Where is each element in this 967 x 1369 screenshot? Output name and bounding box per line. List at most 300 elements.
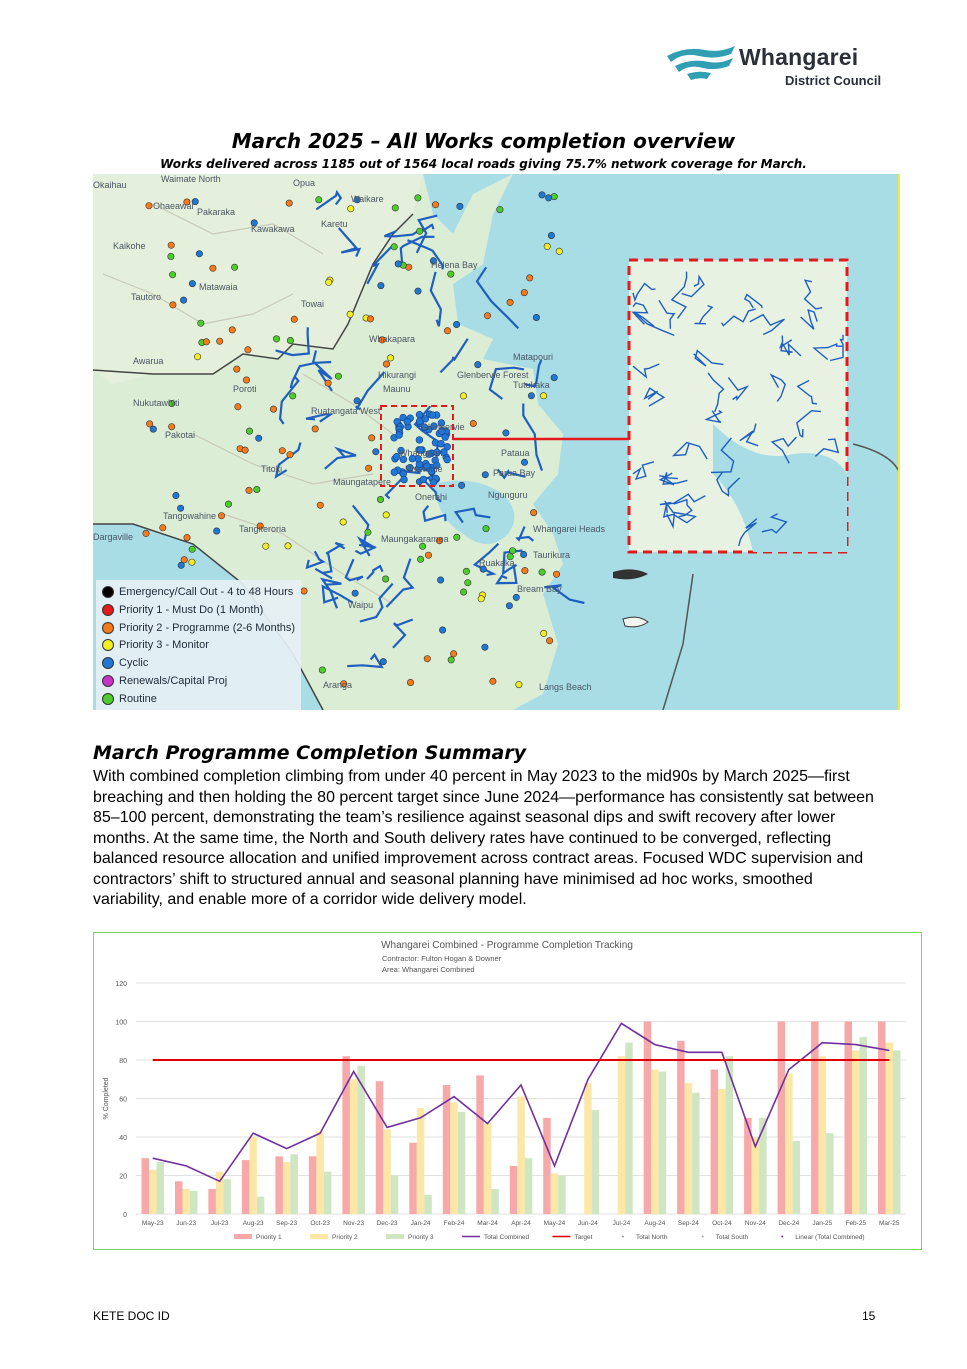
bar-priority-2 [283,1162,291,1214]
map-work-dot [478,596,484,602]
legend-item [102,602,263,618]
map-work-dot [312,426,318,432]
map-work-dot [287,337,293,343]
bar-priority-3 [525,1158,533,1214]
x-tick-label: Aug-23 [242,1220,264,1227]
bar-priority-1 [677,1041,685,1214]
map-place-label: Tautoro [131,292,162,302]
map-work-dot [242,447,248,453]
map-work-dot [198,320,204,326]
bar-priority-3 [190,1191,198,1214]
map-place-label: Helena Bay [431,260,478,270]
map-work-dot [214,528,220,534]
map-work-dot [415,195,421,201]
map-place-label: Okaihau [93,180,127,190]
map-work-dot [273,336,279,342]
map-work-dot [520,551,526,557]
legend-label: Priority 2 - Programme (2-6 Months) [119,621,296,634]
map-work-dot [546,638,552,644]
x-tick-label: Jun-24 [578,1220,598,1227]
map-work-dot [490,678,496,684]
map-work-dot [545,195,551,201]
legend-label: Routine [119,692,157,705]
map-work-dot [513,594,519,600]
map-work-dot [168,242,174,248]
bar-priority-1 [443,1085,451,1214]
bar-priority-2 [718,1089,726,1214]
map-work-dot [382,576,388,582]
map-legend [96,580,301,710]
map-work-dot [533,314,539,320]
bar-priority-3 [592,1110,600,1214]
map-work-dot [392,205,398,211]
summary-body: With combined completion climbing from under 40 percent in May 2023 to the mid90s by March 2025—first breaching and then holding the 80 percent target since June 2024—performance has consistently sat between 85–100 percent, demonstrating the team’s resilience against seasonal dips and swift recovery after lower months. At the same time, the North and South delivery rates have continued to be converged, reflecting balanced resource allocation and unified improvement across contract areas. Focused WDC supervision and contractors’ shift to structured annual and seasonal planning have minimised ad hoc works, smoothed variability, and enable more of a corridor wide delivery model. [93,768,874,908]
footer-doc-id: KETE DOC ID [93,1309,170,1323]
map-work-dot [417,556,423,562]
map-place-label: Titoki [261,464,283,474]
x-tick-label: Apr-24 [511,1220,531,1227]
map-work-dot [173,492,179,498]
map-work-dot [444,328,450,334]
chart-legend-swatch [234,1234,252,1239]
map-work-dot [210,265,216,271]
map-work-dot [254,486,260,492]
chart-legend-label: Priority 2 [332,1234,358,1241]
map-place-label: Ngunguru [488,490,528,500]
page-title: March 2025 – All Works completion overview [231,129,736,153]
map-work-dot [420,476,427,483]
map-work-dot [189,546,195,552]
bar-priority-3 [424,1195,432,1214]
map-work-dot [444,456,451,463]
map-work-dot [168,253,174,259]
council-logo [665,40,885,92]
legend-item [102,691,157,707]
bar-priority-2 [852,1050,860,1214]
bar-priority-2 [785,1074,793,1215]
map-work-dot [521,459,527,465]
bar-priority-3 [491,1189,499,1214]
bar-priority-1 [510,1166,518,1214]
map-work-dot [401,476,408,483]
map-work-dot [425,552,431,558]
map-place-label: Waipu [348,600,374,610]
map-work-dot [347,311,353,317]
map-work-dot [316,197,322,203]
legend-item [102,620,295,636]
map-work-dot [450,651,456,657]
chart-legend-item [310,1234,358,1241]
chart-legend-swatch [386,1234,404,1239]
map-place-label: Glenbervie [421,422,465,432]
map-work-dot [146,203,152,209]
bar-priority-1 [409,1143,417,1214]
bar-priority-1 [175,1181,183,1214]
map-work-dot [497,206,503,212]
chart-legend-label: Total South [715,1234,749,1241]
map-work-dot [378,282,384,288]
map-work-dot [256,435,262,441]
map-work-dot [383,512,389,518]
map-work-dot [507,299,513,305]
bar-priority-1 [309,1156,317,1214]
map-place-label: Ohaeawai [153,201,194,211]
map-work-dot [373,449,379,455]
x-tick-label: Feb-25 [845,1220,867,1227]
bar-priority-1 [208,1189,216,1214]
map-work-dot [287,452,293,458]
chart-legend-swatch [781,1236,783,1238]
map-place-label: Pakaraka [197,207,236,217]
bar-priority-3 [458,1112,466,1214]
completion-chart [93,932,922,1250]
map-work-dot [143,530,149,536]
chart-legend-item [552,1234,592,1241]
map-place-label: Dargaville [93,532,134,542]
map-place-label: Waimate North [161,174,221,184]
logo-subtitle: District Council [785,73,882,88]
x-tick-label: Jul-24 [612,1220,631,1227]
map-work-dot [235,404,241,410]
map-place-label: Kawakawa [251,224,295,234]
map-work-dot [169,272,175,278]
chart-legend-swatch [702,1236,704,1238]
map-place-label: Nukutawhiti [133,398,180,408]
map-place-label: Matawaia [199,282,238,292]
legend-dot-icon [102,586,114,598]
bar-priority-3 [558,1176,566,1215]
map-place-label: Ruakaka [479,558,515,568]
bar-priority-1 [644,1022,652,1215]
chart-legend-item [386,1234,434,1241]
map-place-label: Glenbervie Forest [457,370,529,380]
map-work-dot [509,548,515,554]
map-work-dot [369,435,375,441]
legend-label: Priority 1 - Must Do (1 Month) [119,603,264,616]
map-place-label: Tutukaka [513,380,550,390]
y-tick-label: 80 [119,1058,127,1065]
bar-priority-3 [759,1118,767,1214]
bar-priority-2 [651,1070,659,1214]
chart-legend-label: Target [574,1234,593,1241]
bar-priority-2 [819,1056,827,1214]
map-place-label: Parua Bay [493,468,536,478]
chart-legend-swatch [622,1236,624,1238]
x-tick-label: Jan-24 [410,1220,431,1227]
map-work-dot [203,339,209,345]
map-work-dot [196,251,202,257]
bar-priority-2 [249,1137,257,1214]
x-tick-label: Sep-23 [276,1220,298,1227]
legend-item [102,655,148,671]
map-work-dot [541,630,547,636]
map-place-label: Tangiteroria [239,524,287,534]
y-tick-label: 60 [119,1096,127,1104]
bar-priority-1 [275,1156,283,1214]
x-tick-label: May-23 [141,1220,164,1227]
map-work-dot [429,412,436,419]
map-work-dot [263,543,269,549]
map-work-dot [484,313,490,319]
legend-label: Priority 3 - Monitor [119,639,209,652]
y-tick-label: 100 [115,1019,127,1027]
map-place-label: Poroti [233,384,257,394]
map-work-dot [503,430,509,436]
map-place-label: Karetu [321,219,348,229]
map-work-dot [285,543,291,549]
map-work-dot [417,228,423,234]
map-work-dot [246,487,252,493]
x-tick-label: Oct-23 [310,1220,330,1227]
bar-priority-2 [517,1097,525,1214]
chart-legend-item [781,1234,864,1241]
bar-priority-2 [149,1170,157,1214]
map-work-dot [544,243,550,249]
map-work-dot [416,411,423,418]
map-work-dot [482,472,488,478]
map-work-dot [365,529,371,535]
chart-title: Whangarei Combined - Programme Completion Tracking [381,940,633,951]
map-work-dot [270,406,276,412]
map-work-dot [365,465,371,471]
bar-priority-3 [860,1037,868,1214]
bar-priority-3 [391,1176,399,1215]
map-work-dot [556,248,562,254]
bar-priority-2 [752,1137,760,1214]
map-work-dot [522,567,528,573]
map-work-dot [465,580,471,586]
map-place-label: Hikurangi [378,370,417,380]
bar-priority-2 [417,1108,425,1214]
bar-priority-2 [584,1083,592,1214]
page-subtitle: Works delivered across 1185 out of 1564 local roads giving 75.7% network coverage for March. [160,157,807,171]
page-number: 15 [862,1309,876,1323]
map-work-dot [354,398,360,404]
x-tick-label: Jun-23 [176,1220,197,1227]
map-work-dot [439,627,445,633]
map-road-segment [477,267,518,328]
map-work-dot [160,525,166,531]
chart-legend-label: Priority 1 [256,1234,282,1241]
map-work-dot [553,571,559,577]
map-work-dot [286,200,292,206]
legend-item [102,584,293,600]
map-work-dot [416,437,423,444]
bar-priority-3 [625,1043,633,1214]
chart-legend-item [462,1234,530,1241]
map-work-dot [325,380,331,386]
bar-priority-3 [826,1133,834,1214]
map-place-label: Opua [293,178,316,188]
bar-priority-1 [878,1022,886,1215]
map-place-label: Whakapara [369,334,416,344]
map-work-dot [225,501,231,507]
bar-priority-3 [692,1093,700,1214]
bar-priority-3 [659,1072,667,1215]
map-work-dot [218,513,224,519]
map-work-dot [340,519,346,525]
bar-priority-1 [476,1075,484,1214]
legend-dot-icon [102,693,114,705]
map-work-dot [217,338,223,344]
map-place-label: Riverside [405,464,443,474]
map-work-dot [551,374,557,380]
map-place-label: Awarua [133,356,164,366]
map-work-dot [395,261,401,267]
chart-legend-item [234,1234,282,1241]
bar-priority-1 [778,1022,786,1215]
map-work-dot [367,316,373,322]
legend-dot-icon [102,604,114,616]
map-work-dot [482,644,488,650]
wave-logo-icon [665,42,737,82]
x-tick-label: Mar-24 [477,1220,498,1227]
map-work-dot [301,588,307,594]
x-tick-label: Jan-25 [812,1220,833,1227]
bar-priority-2 [685,1083,693,1214]
legend-dot-icon [102,639,114,651]
map-work-dot [170,302,176,308]
summary-heading: March Programme Completion Summary [93,742,527,764]
y-tick-label: 20 [119,1173,127,1181]
bar-priority-2 [450,1102,458,1214]
map-work-dot [448,271,454,277]
map-work-dot [352,590,358,596]
map-place-label: Maunu [383,384,411,394]
bar-priority-2 [484,1124,492,1215]
map-work-dot [407,679,413,685]
x-tick-label: Mar-25 [878,1220,900,1227]
map-work-dot [453,321,459,327]
chart-legend-label: Total North [636,1234,668,1241]
legend-dot-icon [102,622,114,634]
map-place-label: Bream Bay [517,584,562,594]
map-work-dot [279,448,285,454]
map-work-dot [229,327,235,333]
chart-subtitle-contractor: Contractor: Fulton Hogan & Downer [382,954,502,963]
bar-priority-1 [142,1158,150,1214]
bar-priority-2 [350,1079,358,1214]
map-place-label: Matapouri [513,352,554,362]
map-place-label: Ruatangata West [311,406,381,416]
legend-item [102,673,227,689]
map-work-dot [291,316,297,322]
chart-legend-item [702,1234,749,1241]
map-place-label: Whangarei Heads [533,524,606,534]
bar-priority-3 [257,1197,265,1214]
map-place-label: Towai [301,299,325,309]
map-place-label: Waikare [351,194,384,204]
x-tick-label: Nov-23 [343,1220,365,1227]
map-work-dot [146,421,152,427]
map-work-dot [231,264,237,270]
bar-priority-3 [893,1050,901,1214]
map-work-dot [540,393,546,399]
map-place-label: Pakotai [165,430,196,440]
map-place-label: Whangarei [399,448,443,458]
x-tick-label: Oct-24 [712,1220,732,1227]
map-work-dot [531,509,537,515]
map-work-dot [387,355,393,361]
map-work-dot [391,469,398,476]
map-work-dot [234,366,240,372]
bar-priority-2 [618,1056,626,1214]
map-work-dot [460,393,466,399]
map-work-dot [245,347,251,353]
x-tick-label: Nov-24 [744,1220,766,1227]
bar-priority-3 [157,1162,165,1214]
map-work-dot [380,658,386,664]
bar-priority-2 [383,1129,391,1214]
bar-priority-3 [324,1172,332,1214]
bar-priority-1 [242,1160,250,1214]
y-tick-label: 0 [123,1212,127,1219]
map-work-dot [527,275,533,281]
map-place-label: Kaikohe [113,241,146,251]
map-work-dot [169,424,175,430]
map-work-dot [470,420,476,426]
chart-legend-label: Total Combined [484,1234,530,1241]
y-axis-label: % Completed [103,1077,110,1120]
map-place-label: Aranga [323,680,353,690]
map-work-dot [424,656,430,662]
bar-priority-2 [886,1043,894,1214]
map-work-dot [432,202,438,208]
map-work-dot [178,562,184,568]
x-tick-label: Feb-24 [443,1220,465,1227]
x-tick-label: Dec-24 [778,1220,800,1227]
map-place-label: Langs Beach [539,682,592,692]
bar-priority-1 [845,1022,853,1215]
y-tick-label: 40 [119,1135,127,1142]
chart-legend-label: Priority 3 [408,1234,434,1241]
legend-label: Emergency/Call Out - 4 to 48 Hours [119,586,294,598]
map-work-dot [528,393,534,399]
map-work-dot [184,534,190,540]
bar-priority-2 [316,1131,324,1214]
map-work-dot [391,244,397,250]
map-work-dot [437,577,443,583]
map-work-dot [419,543,425,549]
map-work-dot [457,203,463,209]
x-tick-label: May-24 [543,1220,566,1227]
chart-legend-item [622,1234,668,1241]
legend-label: Renewals/Capital Proj [119,675,228,687]
legend-dot-icon [102,657,114,669]
chart-svg [94,933,920,1248]
map-work-dot [539,192,545,198]
chart-subtitle-area: Area: Whangarei Combined [382,965,475,974]
map-work-dot [454,534,460,540]
chart-legend-label: Linear (Total Combined) [795,1234,865,1241]
works-map [93,174,900,710]
x-tick-label: Dec-23 [376,1220,398,1227]
map-work-dot [319,667,325,673]
map-work-dot [516,681,522,687]
x-tick-label: Aug-24 [644,1220,666,1227]
x-tick-label: Sep-24 [677,1220,699,1227]
map-work-dot [348,206,354,212]
map-work-dot [463,568,469,574]
map-work-dot [246,428,252,434]
map-work-dot [194,354,200,360]
map-work-dot [290,393,296,399]
map-work-dot [430,479,437,486]
x-tick-label: Jul-23 [210,1220,229,1227]
legend-label: Cyclic [119,657,149,670]
bar-priority-1 [711,1070,719,1214]
bar-priority-3 [290,1154,298,1214]
